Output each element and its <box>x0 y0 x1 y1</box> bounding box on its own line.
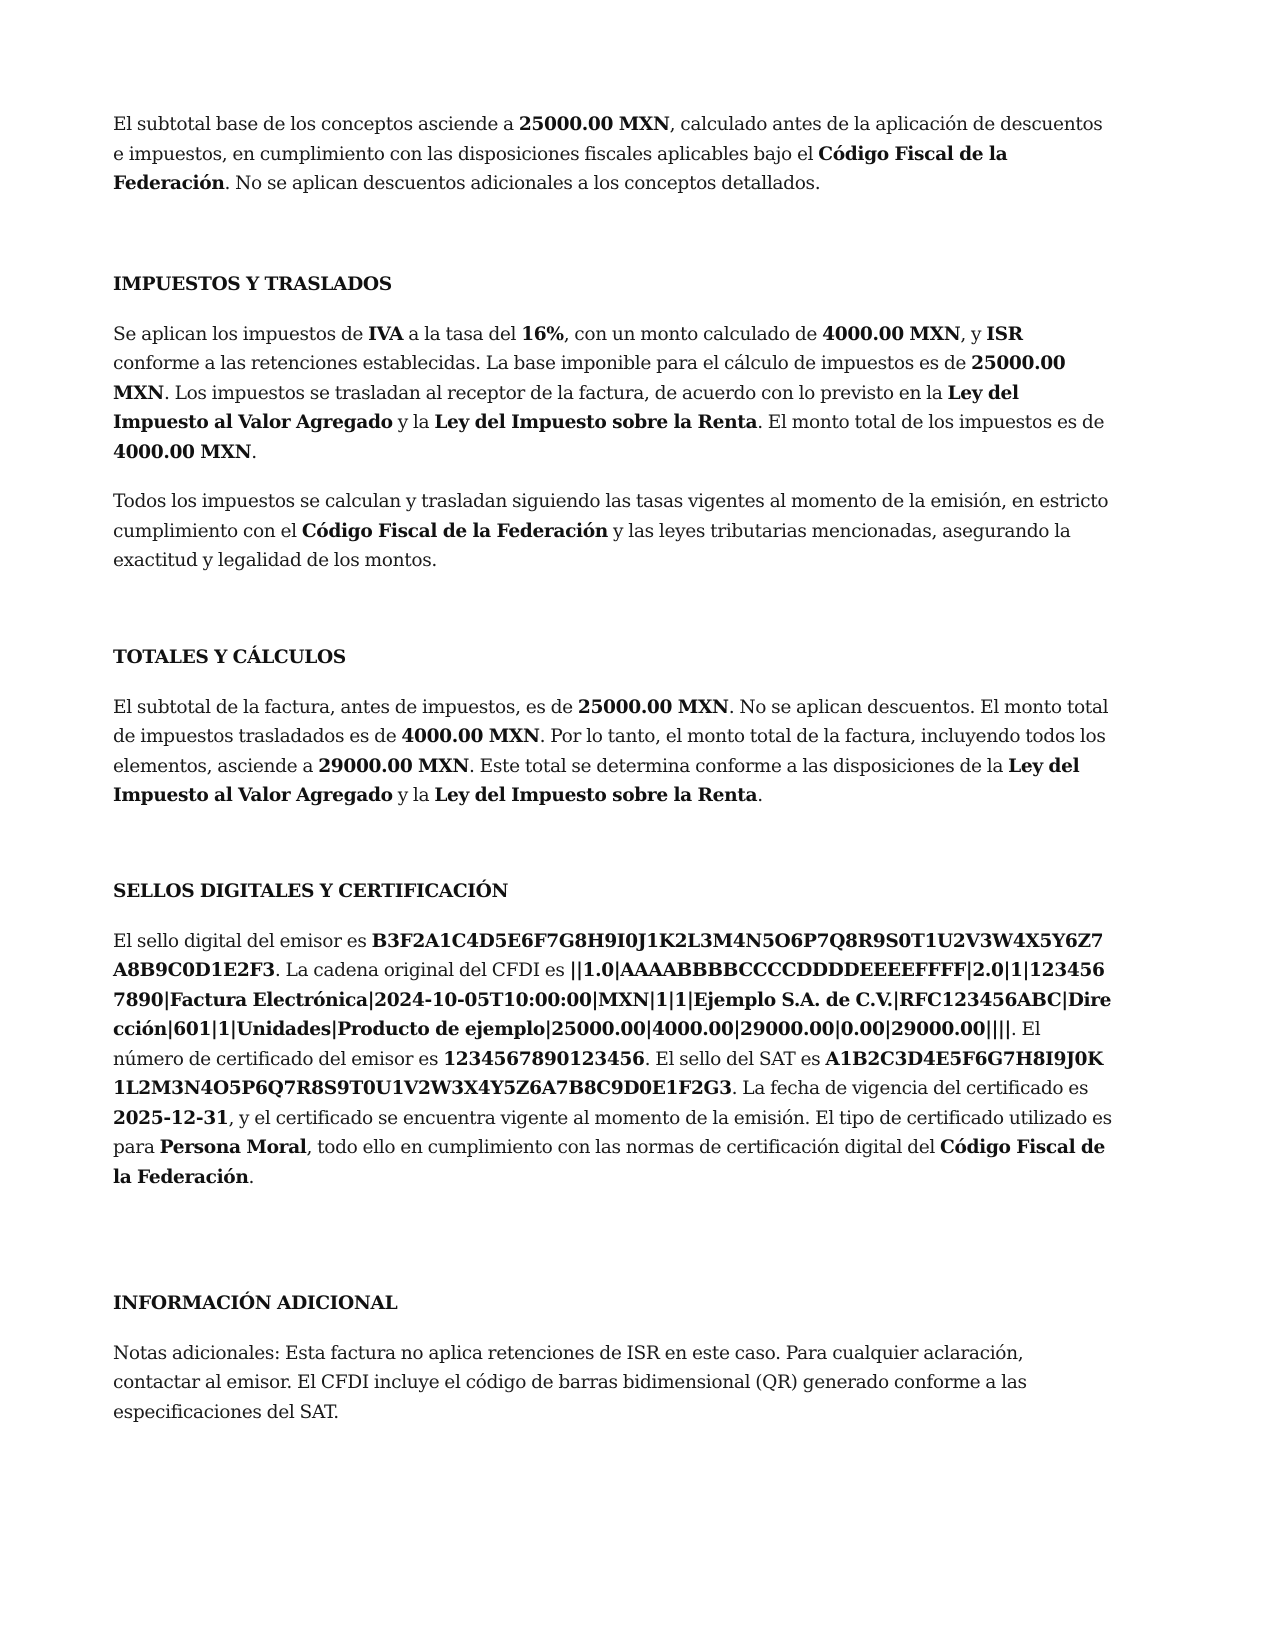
bold-text: A1B2C3D4E5F6G7H8I9J0K1L2M3N4O5P6Q7R8S9T0U1V2W3X4Y5Z6A7B8C9D0E1F2G3 <box>113 1048 1103 1099</box>
bold-text: 25000.00 MXN <box>577 696 729 718</box>
bold-text: Código Fiscal de la Federación <box>113 1137 1106 1188</box>
bold-text: IVA <box>368 323 404 345</box>
text-run: conforme a las retenciones establecidas. La base imponible para el cálculo de impuestos es de <box>113 353 972 374</box>
bold-text: 4000.00 MXN <box>113 441 252 463</box>
text-run: , y el certificado se encuentra vigente al momento de la emisión. El tipo de certificado utilizado es para <box>113 1107 1112 1158</box>
text-run: Se aplican los impuestos de <box>113 323 369 345</box>
text-run: Notas adicionales: Esta factura no aplica retenciones de ISR en este caso. Para cualquier aclaración, contactar al emisor. El CFDI incluye el código de barras bidimensional (QR) generado conforme a las especificaciones del SAT. <box>113 1342 1027 1423</box>
bold-text: Ley del Impuesto al Valor Agregado <box>113 382 1019 433</box>
text-run: a la tasa del <box>403 323 522 345</box>
text-run: . El número de certificado del emisor es <box>113 1019 1041 1070</box>
section-sellos-digitales <box>113 877 1113 1212</box>
section-heading: SELLOS DIGITALES Y CERTIFICACIÓN <box>113 881 509 902</box>
bold-text: 29000.00 MXN <box>318 755 470 777</box>
text-run: . Los impuestos se trasladan al receptor de la factura, de acuerdo con lo previsto en la <box>163 382 948 404</box>
text-run: , y <box>960 323 987 345</box>
bold-text: Ley del Impuesto sobre la Renta <box>434 785 758 806</box>
text-run: , todo ello en cumplimiento con las normas de certificación digital del <box>306 1137 941 1158</box>
bold-text: 4000.00 MXN <box>401 726 540 747</box>
text-run: . No se aplican descuentos adicionales a los conceptos detallados. <box>224 173 821 194</box>
section-heading: TOTALES Y CÁLCULOS <box>113 647 346 668</box>
text-run: y la <box>392 785 435 806</box>
bold-text: 2025-12-31 <box>113 1107 229 1129</box>
paragraph <box>113 927 1113 1193</box>
paragraph <box>113 320 1113 468</box>
section-heading: INFORMACIÓN ADICIONAL <box>113 1293 398 1314</box>
text-run: . No se aplican descuentos. El monto total de impuestos trasladados es de <box>113 696 1109 747</box>
bold-text: B3F2A1C4D5E6F7G8H9I0J1K2L3M4N5O6P7Q8R9S0T1U2V3W4X5Y6Z7A8B9C0D1E2F3 <box>113 930 1104 981</box>
text-run: . <box>757 785 763 806</box>
paragraph <box>113 1339 1113 1428</box>
text-run: y la <box>392 412 435 433</box>
text-run: , calculado antes de la aplicación de descuentos e impuestos, en cumplimiento con las disposiciones fiscales aplicables bajo el <box>113 114 1103 165</box>
paragraph <box>113 693 1113 811</box>
text-run: . La fecha de vigencia del certificado es <box>731 1078 1089 1099</box>
text-run: y las leyes tributarias mencionadas, asegurando la exactitud y legalidad de los montos. <box>113 520 1071 571</box>
text-run: El subtotal base de los conceptos asciende a <box>113 114 519 135</box>
bold-text: 25000.00 MXN <box>113 353 1066 404</box>
text-run: El subtotal de la factura, antes de impuestos, es de <box>113 696 578 718</box>
section-totales-y-calculos <box>113 643 1113 831</box>
text-run: . La cadena original del CFDI es <box>274 960 570 981</box>
bold-text: Ley del Impuesto al Valor Agregado <box>113 755 1080 806</box>
text-run: . Por lo tanto, el monto total de la factura, incluyendo todos los elementos, asciende a <box>113 726 1106 777</box>
text-run: , con un monto calculado de <box>563 323 823 345</box>
text-run: . <box>248 1166 255 1188</box>
text-run: . Este total se determina conforme a las disposiciones de la <box>469 755 1009 777</box>
bold-text: Código Fiscal de la Federación <box>113 143 1008 194</box>
section-heading: IMPUESTOS Y TRASLADOS <box>113 274 392 295</box>
text-run: Todos los impuestos se calculan y trasladan siguiendo las tasas vigentes al momento de la emisión, en estricto cumplimiento con el <box>113 491 1109 542</box>
bold-text: 4000.00 MXN <box>822 323 961 345</box>
bold-text: ISR <box>986 323 1023 345</box>
paragraph <box>113 110 1113 199</box>
bold-text: Código Fiscal de la Federación <box>301 520 608 542</box>
bold-text: 25000.00 MXN <box>518 114 670 135</box>
section-impuestos-y-traslados <box>113 270 1113 596</box>
bold-text: Ley del Impuesto sobre la Renta <box>434 412 758 433</box>
text-run: El sello digital del emisor es <box>113 930 372 952</box>
section-informacion-adicional <box>113 1289 1113 1447</box>
bold-text: Persona Moral <box>159 1137 307 1158</box>
bold-text: 16% <box>521 323 564 345</box>
paragraph <box>113 487 1113 576</box>
text-run: . El monto total de los impuestos es de <box>757 412 1105 433</box>
section-subtotal <box>113 110 1113 219</box>
text-run: . <box>251 441 257 463</box>
bold-text: 1234567890123456 <box>443 1048 645 1070</box>
text-run: . El sello del SAT es <box>644 1048 826 1070</box>
bold-text: ||1.0|AAAABBBBCCCCDDDDEEEEFFFF|2.0|1|1234567890|Factura Electrónica|2024-10-05T10:00:00|MXN|1|1|Ejemplo S.A. de C.V.|RFC123456ABC|Dirección|601|1|Unidades|Producto de ejemplo|25000.00|4000.00|29000.00|0.00|29000.00|||| <box>113 960 1112 1040</box>
